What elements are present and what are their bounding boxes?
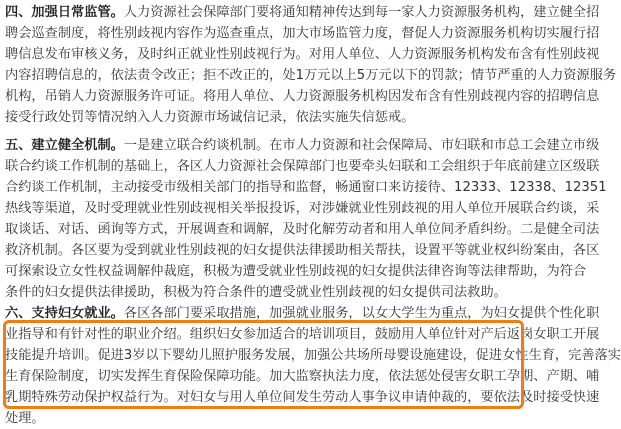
- line-text: 业指导和有针对性的职业介绍。组织妇女参加适合的培训项目，鼓励用人单位针对产后返岗女职工开展: [5, 327, 600, 342]
- paragraph-line: [5, 199, 600, 219]
- paragraph-line: [5, 325, 600, 345]
- paragraph-line: [5, 241, 600, 261]
- line-text: 人力资源社会保障部门要将通知精神传达到每一家人力资源服务机构，建立健全招: [123, 5, 600, 20]
- paragraph-line: [5, 283, 525, 303]
- paragraph-line: [5, 304, 600, 324]
- paragraph-line: [5, 136, 600, 156]
- paragraph-line: [5, 388, 600, 408]
- line-text: 生育保险制度，切实发挥生育保险保障功能。加大监察执法力度，依法惩处侵害女职工孕期、产期、哺: [5, 369, 600, 384]
- paragraph-line: [5, 157, 600, 177]
- section-heading: 六、支持妇女就业。: [5, 306, 124, 321]
- line-text: 救济机制。各区要为受到就业性别歧视的妇女提供法律援助相关帮扶，设置平等就业权纠纷案由，各区: [5, 243, 600, 258]
- paragraph-line: [5, 178, 607, 198]
- paragraph-line: [5, 3, 600, 23]
- paragraph-line: [5, 87, 600, 107]
- paragraph-line: [5, 108, 525, 128]
- line-text: 热线等渠道，及时受理就业性别歧视相关举报投诉，对涉嫌就业性别歧视的用人单位开展联合约谈，采: [5, 201, 600, 216]
- line-text: 合约谈工作机制，主动接受市级相关部门的指导和监督，畅通窗口来访接待、12333、12338、12351: [5, 180, 607, 195]
- line-text: 联合约谈工作机制的基础上，各区人力资源社会保障部门也要牵头妇联和工会组织于年底前建立区级联: [5, 159, 600, 174]
- line-text: 乳期特殊劳动保护权益行为。对妇女与用人单位间发生劳动人事争议申请仲裁的，要依法及时接受快速: [5, 390, 600, 405]
- line-text: 一是建立联合约谈机制。在市人力资源和社会保障局、市妇联和市总工会建立市级: [123, 138, 600, 153]
- paragraph-line: [5, 367, 600, 387]
- paragraph-line: [5, 262, 587, 282]
- section-heading: 五、建立健全机制。: [5, 138, 124, 153]
- line-text: 聘信息发布审核义务，及时纠正就业性别歧视行为。对用人单位、人力资源服务机构发布含有性别歧视: [5, 47, 600, 62]
- paragraph-line: [5, 409, 525, 429]
- line-text: 技能提升培训。促进3岁以下婴幼儿照护服务发展，加强公共场所母婴设施建设，促进女性生育，完善落实: [5, 348, 621, 363]
- line-text: 各区各部门要采取措施，加强就业服务，以女大学生为重点，为妇女提供个性化职: [123, 306, 600, 321]
- line-text: 机构，吊销人力资源服务许可证。将用人单位、人力资源服务机构因发布含有性别歧视内容的招聘信息: [5, 89, 600, 104]
- paragraph-line: [5, 24, 600, 44]
- line-text: 接受行政处罚等情况纳入人力资源市场诚信记录，依法实施失信惩戒。: [5, 110, 415, 125]
- line-text: 内容招聘信息的，依法责令改正；拒不改正的，处1万元以上5万元以下的罚款；情节严重的人力资源服务: [5, 68, 617, 83]
- line-text: 条件的妇女提供法律援助，积极为符合条件的遭受就业性别歧视的妇女提供司法救助。: [5, 285, 507, 300]
- paragraph-line: [5, 45, 600, 65]
- paragraph-line: [5, 66, 617, 86]
- line-text: 可探索设立女性权益调解仲裁庭，积极为遭受就业性别歧视的妇女提供法律咨询等法律帮助，为符合: [5, 264, 587, 279]
- paragraph-line: [5, 346, 621, 366]
- line-text: 取谈话、对话、函询等方式，开展调查和调解，及时化解劳动者和用人单位间矛盾纠纷。二是健全司法: [5, 222, 600, 237]
- section-heading: 四、加强日常监管。: [5, 5, 124, 20]
- line-text: 聘会巡查制度，将性别歧视内容作为巡查重点，加大市场监管力度，督促人力资源服务机构切实履行招: [5, 26, 600, 41]
- paragraph-line: [5, 220, 600, 240]
- line-text: 处理。: [5, 411, 45, 426]
